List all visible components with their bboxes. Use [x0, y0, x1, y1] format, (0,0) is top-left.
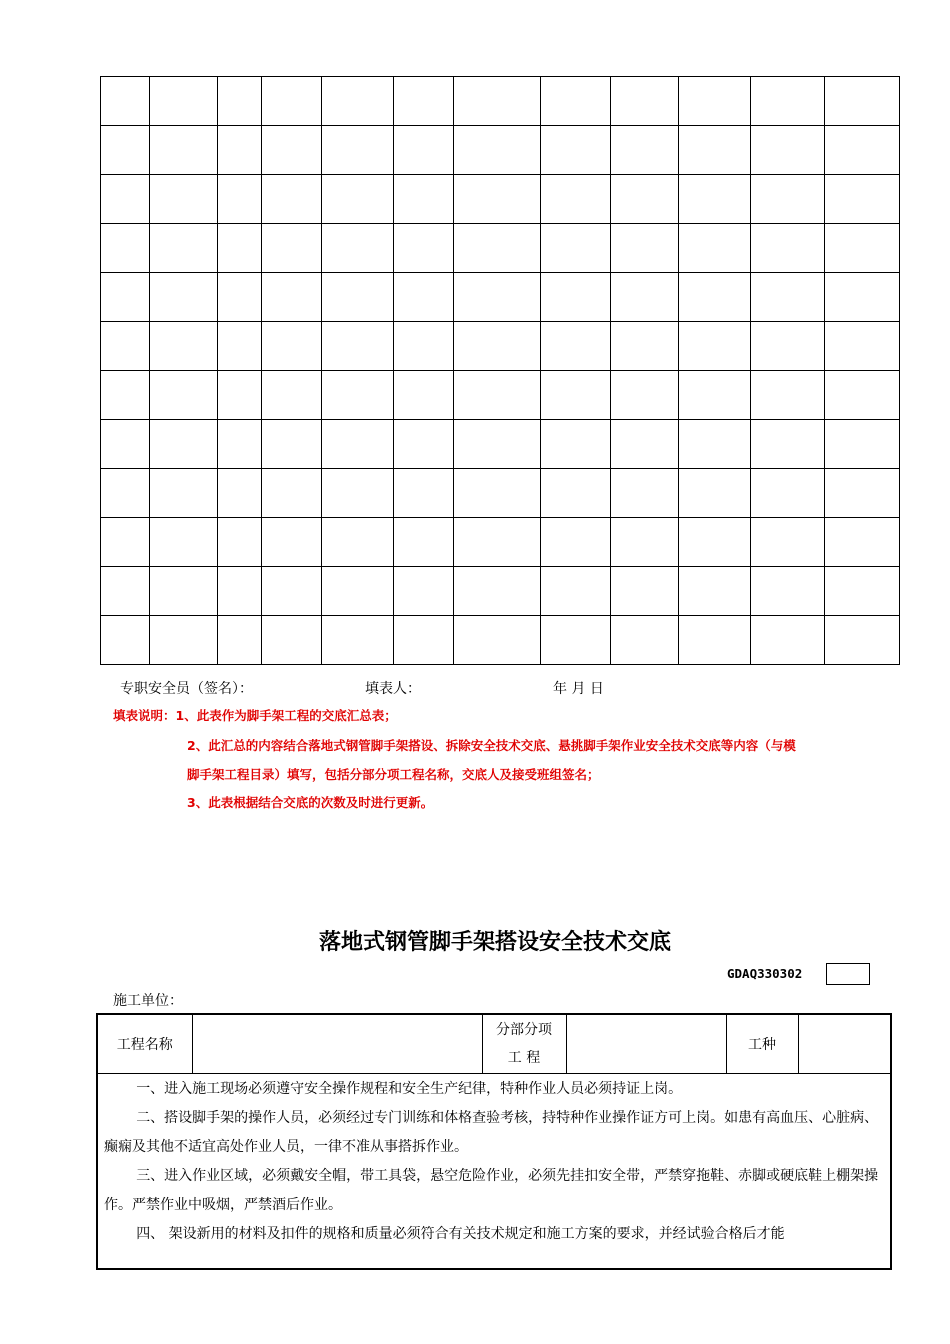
grid-cell[interactable] — [611, 518, 679, 567]
note-line-3: 脚手架工程目录）填写，包括分部分项工程名称，交底人及接受班组签名； — [187, 767, 600, 782]
grid-row — [101, 616, 900, 665]
grid-cell[interactable] — [541, 616, 611, 665]
grid-cell[interactable] — [679, 224, 751, 273]
grid-cell[interactable] — [218, 420, 262, 469]
grid-cell[interactable] — [454, 567, 541, 616]
grid-cell[interactable] — [679, 518, 751, 567]
grid-cell[interactable] — [218, 469, 262, 518]
grid-cell[interactable] — [322, 616, 394, 665]
grid-cell[interactable] — [218, 273, 262, 322]
filler-label: 填表人： — [365, 681, 421, 697]
grid-cell[interactable] — [150, 126, 218, 175]
grid-cell[interactable] — [218, 126, 262, 175]
grid-row — [101, 126, 900, 175]
disclosure-paragraph-3: 三、进入作业区域，必须戴安全帽，带工具袋，悬空危险作业，必须先挂扣安全带，严禁穿拖鞋、赤脚或硬底鞋上棚架操作。严禁作业中吸烟，严禁酒后作业。 — [104, 1168, 879, 1213]
grid-cell[interactable] — [454, 420, 541, 469]
grid-row — [101, 420, 900, 469]
grid-cell[interactable] — [751, 224, 825, 273]
grid-cell[interactable] — [611, 567, 679, 616]
grid-cell[interactable] — [322, 273, 394, 322]
grid-cell[interactable] — [262, 175, 322, 224]
grid-cell[interactable] — [101, 77, 150, 126]
grid-cell[interactable] — [679, 371, 751, 420]
grid-cell[interactable] — [322, 420, 394, 469]
grid-cell[interactable] — [825, 322, 900, 371]
grid-cell[interactable] — [825, 224, 900, 273]
grid-cell[interactable] — [394, 616, 454, 665]
grid-cell[interactable] — [394, 273, 454, 322]
grid-cell[interactable] — [394, 175, 454, 224]
date-label: 年 月 日 — [553, 681, 604, 697]
grid-cell[interactable] — [825, 77, 900, 126]
grid-cell[interactable] — [322, 126, 394, 175]
grid-cell[interactable] — [454, 371, 541, 420]
grid-cell[interactable] — [394, 224, 454, 273]
grid-cell[interactable] — [322, 175, 394, 224]
form-title: 落地式钢管脚手架搭设安全技术交底 — [318, 930, 671, 955]
grid-cell[interactable] — [611, 420, 679, 469]
grid-row — [101, 175, 900, 224]
grid-cell[interactable] — [825, 175, 900, 224]
grid-cell[interactable] — [751, 567, 825, 616]
grid-cell[interactable] — [454, 322, 541, 371]
grid-cell[interactable] — [751, 322, 825, 371]
grid-row — [101, 273, 900, 322]
note-line-2: 2、此汇总的内容结合落地式钢管脚手架搭设、拆除安全技术交底、悬挑脚手架作业安全技术交底等内容（与模 — [187, 738, 796, 753]
grid-row — [101, 567, 900, 616]
grid-cell[interactable] — [541, 420, 611, 469]
grid-cell[interactable] — [611, 77, 679, 126]
grid-cell[interactable] — [679, 77, 751, 126]
grid-cell[interactable] — [454, 77, 541, 126]
grid-cell[interactable] — [825, 469, 900, 518]
grid-cell[interactable] — [394, 77, 454, 126]
disclosure-content — [98, 1075, 890, 1249]
grid-cell[interactable] — [679, 616, 751, 665]
grid-cell[interactable] — [262, 77, 322, 126]
grid-cell[interactable] — [218, 518, 262, 567]
grid-cell[interactable] — [101, 224, 150, 273]
grid-cell[interactable] — [262, 518, 322, 567]
grid-cell[interactable] — [150, 175, 218, 224]
grid-cell[interactable] — [751, 77, 825, 126]
grid-cell[interactable] — [679, 469, 751, 518]
grid-cell[interactable] — [611, 224, 679, 273]
grid-cell[interactable] — [101, 616, 150, 665]
grid-cell[interactable] — [101, 420, 150, 469]
grid-cell[interactable] — [541, 518, 611, 567]
grid-cell[interactable] — [322, 371, 394, 420]
project-info-table — [98, 1015, 890, 1074]
disclosure-form — [96, 1013, 892, 1270]
code-input-box[interactable] — [826, 963, 870, 985]
grid-row — [101, 224, 900, 273]
sub-project-label — [482, 1015, 566, 1074]
grid-cell[interactable] — [751, 616, 825, 665]
grid-cell[interactable] — [394, 371, 454, 420]
grid-cell[interactable] — [101, 175, 150, 224]
grid-cell[interactable] — [218, 224, 262, 273]
summary-grid-table — [100, 76, 900, 665]
grid-row — [101, 371, 900, 420]
grid-cell[interactable] — [751, 469, 825, 518]
construction-unit-label: 施工单位： — [113, 993, 183, 1009]
grid-cell[interactable] — [218, 616, 262, 665]
grid-cell[interactable] — [541, 371, 611, 420]
grid-cell[interactable] — [218, 322, 262, 371]
grid-cell[interactable] — [262, 616, 322, 665]
grid-cell[interactable] — [679, 175, 751, 224]
grid-cell[interactable] — [101, 126, 150, 175]
grid-cell[interactable] — [218, 371, 262, 420]
grid-cell[interactable] — [679, 420, 751, 469]
grid-cell[interactable] — [322, 322, 394, 371]
grid-cell[interactable] — [751, 420, 825, 469]
grid-cell[interactable] — [101, 371, 150, 420]
grid-cell[interactable] — [751, 371, 825, 420]
grid-cell[interactable] — [454, 175, 541, 224]
grid-cell[interactable] — [218, 175, 262, 224]
grid-row — [101, 322, 900, 371]
grid-cell[interactable] — [322, 469, 394, 518]
project-name-field[interactable] — [192, 1015, 482, 1074]
grid-cell[interactable] — [454, 469, 541, 518]
safety-officer-signature-label: 专职安全员（签名）： — [120, 681, 253, 697]
work-type-label: 工种 — [726, 1015, 798, 1074]
grid-cell[interactable] — [101, 469, 150, 518]
grid-cell[interactable] — [262, 371, 322, 420]
grid-cell[interactable] — [679, 126, 751, 175]
grid-cell[interactable] — [101, 273, 150, 322]
grid-cell[interactable] — [611, 322, 679, 371]
grid-cell[interactable] — [611, 126, 679, 175]
grid-cell[interactable] — [825, 273, 900, 322]
grid-cell[interactable] — [541, 126, 611, 175]
grid-cell[interactable] — [825, 567, 900, 616]
grid-cell[interactable] — [679, 322, 751, 371]
grid-cell[interactable] — [150, 616, 218, 665]
grid-cell[interactable] — [101, 567, 150, 616]
grid-cell[interactable] — [679, 567, 751, 616]
grid-cell[interactable] — [262, 224, 322, 273]
note-line-1: 填表说明：1、此表作为脚手架工程的交底汇总表； — [113, 708, 397, 723]
grid-cell[interactable] — [394, 469, 454, 518]
grid-cell[interactable] — [150, 567, 218, 616]
grid-cell[interactable] — [825, 616, 900, 665]
grid-cell[interactable] — [150, 371, 218, 420]
grid-cell[interactable] — [825, 420, 900, 469]
grid-cell[interactable] — [394, 567, 454, 616]
grid-cell[interactable] — [262, 273, 322, 322]
grid-cell[interactable] — [394, 322, 454, 371]
grid-cell[interactable] — [262, 420, 322, 469]
form-code: GDAQ330302 — [727, 966, 803, 981]
grid-cell[interactable] — [218, 567, 262, 616]
grid-cell[interactable] — [150, 77, 218, 126]
grid-cell[interactable] — [541, 77, 611, 126]
grid-cell[interactable] — [751, 126, 825, 175]
grid-cell[interactable] — [454, 273, 541, 322]
sub-project-field[interactable] — [566, 1015, 726, 1074]
grid-cell[interactable] — [101, 322, 150, 371]
grid-cell[interactable] — [262, 567, 322, 616]
grid-cell[interactable] — [150, 469, 218, 518]
grid-cell[interactable] — [825, 126, 900, 175]
grid-cell[interactable] — [454, 518, 541, 567]
grid-cell[interactable] — [454, 616, 541, 665]
grid-cell[interactable] — [541, 175, 611, 224]
grid-cell[interactable] — [150, 420, 218, 469]
grid-cell[interactable] — [262, 469, 322, 518]
grid-cell[interactable] — [150, 224, 218, 273]
grid-cell[interactable] — [751, 518, 825, 567]
project-name-label: 工程名称 — [98, 1015, 192, 1074]
note-line-4: 3、此表根据结合交底的次数及时进行更新。 — [187, 795, 434, 810]
grid-cell[interactable] — [611, 371, 679, 420]
grid-row — [101, 518, 900, 567]
grid-cell[interactable] — [825, 518, 900, 567]
grid-cell[interactable] — [751, 175, 825, 224]
grid-cell[interactable] — [150, 273, 218, 322]
grid-cell[interactable] — [322, 567, 394, 616]
grid-cell[interactable] — [541, 224, 611, 273]
grid-cell[interactable] — [150, 518, 218, 567]
grid-cell[interactable] — [611, 273, 679, 322]
sub-project-label-line-1: 分部分项 — [496, 1022, 552, 1038]
grid-cell[interactable] — [101, 518, 150, 567]
grid-cell[interactable] — [322, 224, 394, 273]
grid-cell[interactable] — [611, 616, 679, 665]
grid-cell[interactable] — [218, 77, 262, 126]
grid-cell[interactable] — [541, 469, 611, 518]
grid-cell[interactable] — [541, 273, 611, 322]
grid-cell[interactable] — [262, 126, 322, 175]
grid-cell[interactable] — [679, 273, 751, 322]
grid-cell[interactable] — [454, 224, 541, 273]
grid-cell[interactable] — [751, 273, 825, 322]
disclosure-paragraph-2: 二、搭设脚手架的操作人员，必须经过专门训练和体格查验考核，持特种作业操作证方可上岗。如患有高血压、心脏病、癫痫及其他不适宜高处作业人员，一律不准从事搭拆作业。 — [104, 1110, 879, 1155]
grid-cell[interactable] — [825, 371, 900, 420]
grid-cell[interactable] — [611, 469, 679, 518]
grid-cell[interactable] — [394, 518, 454, 567]
grid-cell[interactable] — [541, 322, 611, 371]
grid-cell[interactable] — [394, 420, 454, 469]
grid-cell[interactable] — [611, 175, 679, 224]
work-type-field[interactable] — [798, 1015, 890, 1074]
grid-cell[interactable] — [454, 126, 541, 175]
grid-cell[interactable] — [262, 322, 322, 371]
grid-cell[interactable] — [322, 77, 394, 126]
grid-cell[interactable] — [394, 126, 454, 175]
grid-cell[interactable] — [541, 567, 611, 616]
grid-row — [101, 77, 900, 126]
grid-row — [101, 469, 900, 518]
disclosure-paragraph-1: 一、进入施工现场必须遵守安全操作规程和安全生产纪律，特种作业人员必须持证上岗。 — [136, 1081, 683, 1097]
disclosure-paragraph-4: 四、 架设新用的材料及扣件的规格和质量必须符合有关技术规定和施工方案的要求，并经试验合格后才能 — [136, 1226, 785, 1242]
grid-cell[interactable] — [150, 322, 218, 371]
sub-project-label-line-2: 工 程 — [507, 1050, 541, 1066]
grid-cell[interactable] — [322, 518, 394, 567]
